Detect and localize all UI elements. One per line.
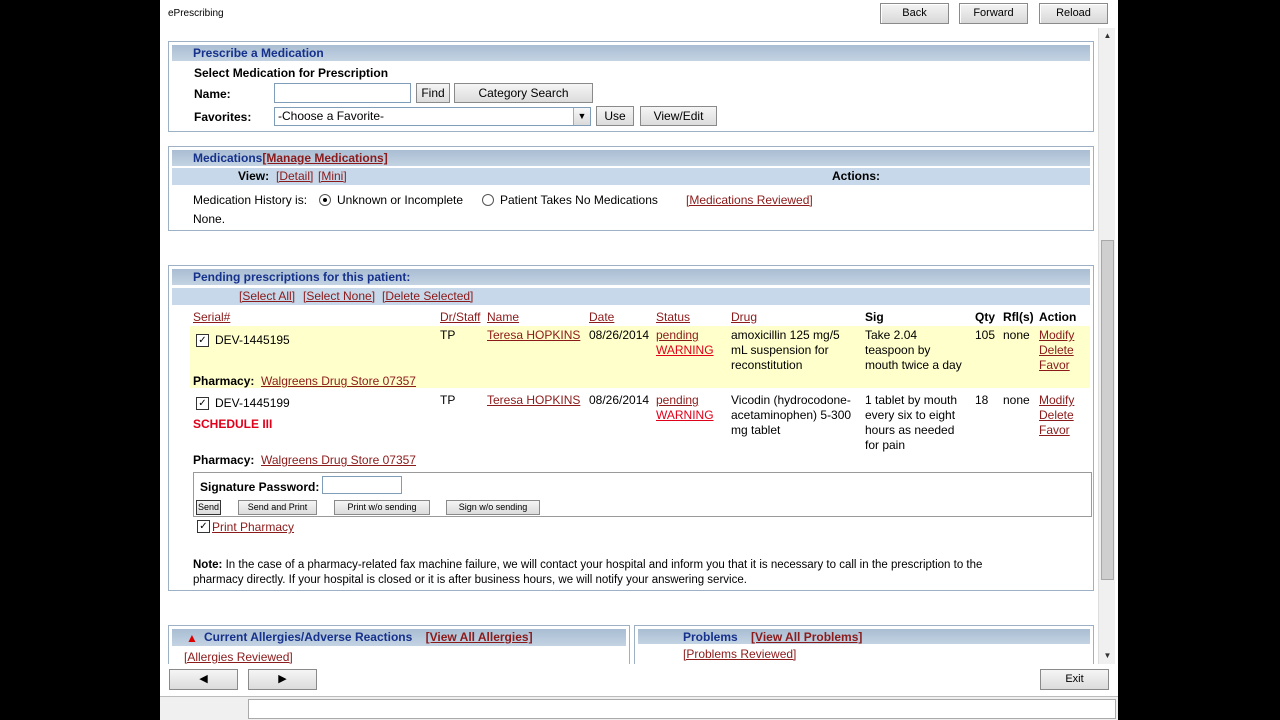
serial-number: DEV-1445195	[215, 333, 290, 347]
problems-reviewed-link[interactable]: [Problems Reviewed]	[683, 647, 797, 661]
category-search-button[interactable]: Category Search	[454, 83, 593, 103]
col-action: Action	[1039, 310, 1077, 324]
previous-button[interactable]: ◀	[169, 669, 238, 690]
col-sig: Sig	[865, 310, 884, 324]
view-edit-button[interactable]: View/Edit	[640, 106, 717, 126]
warning-icon: ▲	[186, 631, 198, 645]
view-all-allergies-link[interactable]: [View All Allergies]	[425, 630, 533, 644]
pharmacy-link[interactable]: Walgreens Drug Store 07357	[261, 453, 416, 467]
detail-view-link[interactable]: [Detail]	[276, 169, 314, 183]
select-medication-title: Select Medication for Prescription	[194, 66, 389, 80]
sig-line-4: for pain	[865, 438, 906, 452]
favorites-select[interactable]	[274, 107, 591, 126]
col-status[interactable]: Status	[656, 310, 691, 324]
refills: none	[1003, 393, 1030, 407]
fax-failure-note	[193, 558, 1083, 588]
reload-button[interactable]: Reload	[1039, 3, 1108, 24]
qty: 105	[975, 328, 996, 342]
forward-button[interactable]: Forward	[959, 3, 1028, 24]
signature-password-label: Signature Password:	[200, 480, 320, 494]
col-dr-staff[interactable]: Dr/Staff	[440, 310, 481, 324]
medications-reviewed-link[interactable]: [Medications Reviewed]	[686, 193, 813, 207]
rx-date: 08/26/2014	[589, 328, 650, 342]
status-pending-link[interactable]: pending	[656, 328, 699, 342]
sig-line-2: teaspoon by	[865, 343, 931, 357]
delete-link[interactable]: Delete	[1039, 408, 1074, 422]
eprescribing-window	[160, 0, 1118, 720]
drug-line-1: amoxicillin 125 mg/5	[731, 328, 840, 342]
pharmacy-label: Pharmacy:	[193, 374, 255, 388]
medications-view-bar	[172, 168, 1090, 185]
favorites-selected-value: -Choose a Favorite-	[278, 109, 385, 123]
favorites-label: Favorites:	[194, 110, 252, 124]
table-row	[190, 390, 1090, 452]
no-medications-radio[interactable]	[482, 194, 494, 206]
pharmacy-link[interactable]: Walgreens Drug Store 07357	[261, 374, 416, 388]
medications-header	[172, 150, 1090, 166]
allergies-reviewed-link[interactable]: [Allergies Reviewed]	[184, 650, 293, 664]
chevron-down-icon[interactable]: ▼	[573, 108, 590, 125]
exit-button[interactable]: Exit	[1040, 669, 1109, 690]
drug-line-1: Vicodin (hydrocodone-	[731, 393, 851, 407]
patient-name-link[interactable]: Teresa HOPKINS	[487, 393, 581, 407]
sig-line-3: hours as needed	[865, 423, 955, 437]
view-all-problems-link[interactable]: [View All Problems]	[751, 630, 863, 644]
print-pharmacy-link[interactable]: Print Pharmacy	[212, 520, 295, 534]
col-qty: Qty	[975, 310, 996, 324]
dr-staff: TP	[440, 393, 456, 407]
note-line-1: In the case of a pharmacy-related fax machine failure, we will contact your hospital and inform you that it is necessary to call in the prescription to the	[222, 559, 983, 571]
allergies-panel	[168, 625, 630, 664]
col-name[interactable]: Name	[487, 310, 520, 324]
print-pharmacy-checkbox[interactable]: ✓	[197, 520, 210, 533]
sig-line-1: 1 tablet by mouth	[865, 393, 958, 407]
drug-line-3: reconstitution	[731, 358, 803, 372]
drug-line-3: mg tablet	[731, 423, 781, 437]
unknown-incomplete-label: Unknown or Incomplete	[337, 193, 464, 207]
sig-line-2: every six to eight	[865, 408, 956, 422]
problems-panel	[634, 625, 1094, 664]
col-rfl: Rfl(s)	[1003, 310, 1034, 324]
app-title: ePrescribing	[168, 8, 224, 19]
favor-link[interactable]: Favor	[1039, 423, 1070, 437]
delete-link[interactable]: Delete	[1039, 343, 1074, 357]
signature-box	[193, 472, 1092, 517]
pharmacy-label: Pharmacy:	[193, 453, 255, 467]
send-and-print-button[interactable]: Send and Print	[238, 500, 317, 515]
mini-view-link[interactable]: [Mini]	[318, 169, 347, 183]
medication-history-label: Medication History is:	[193, 193, 308, 207]
no-medications-label: Patient Takes No Medications	[500, 193, 658, 207]
qty: 18	[975, 393, 989, 407]
pending-prescriptions-panel	[168, 265, 1094, 591]
col-serial[interactable]: Serial#	[193, 310, 231, 324]
scroll-up-icon[interactable]: ▲	[1103, 31, 1112, 40]
print-without-sending-button[interactable]: Print w/o sending	[334, 500, 430, 515]
delete-selected-link[interactable]: [Delete Selected]	[382, 289, 474, 303]
select-none-link[interactable]: [Select None]	[303, 289, 376, 303]
status-field	[248, 699, 1116, 719]
sig-line-3: mouth twice a day	[865, 358, 962, 372]
unknown-incomplete-radio[interactable]	[319, 194, 331, 206]
col-drug[interactable]: Drug	[731, 310, 758, 324]
allergies-title: Current Allergies/Adverse Reactions	[204, 630, 413, 644]
vertical-scrollbar[interactable]	[1098, 28, 1115, 664]
medications-panel	[168, 146, 1094, 231]
medication-name-input[interactable]	[274, 83, 411, 103]
modify-link[interactable]: Modify	[1039, 393, 1075, 407]
content-area	[160, 28, 1100, 664]
refills: none	[1003, 328, 1030, 342]
sign-without-sending-button[interactable]: Sign w/o sending	[446, 500, 540, 515]
patient-name-link[interactable]: Teresa HOPKINS	[487, 328, 581, 342]
next-button[interactable]: ▶	[248, 669, 317, 690]
note-line-2: pharmacy directly. If your hospital is closed or it is after business hours, we will notify your answering service.	[193, 574, 747, 586]
view-label: View:	[238, 169, 270, 183]
note-label: Note:	[193, 559, 223, 571]
serial-number: DEV-1445199	[215, 396, 290, 410]
medications-none-text: None.	[193, 212, 226, 226]
prescribe-panel	[168, 41, 1094, 132]
signature-password-input[interactable]	[322, 476, 402, 494]
manage-medications-link[interactable]: [Manage Medications]	[262, 151, 388, 165]
name-label: Name:	[194, 87, 231, 101]
back-button[interactable]: Back	[880, 3, 949, 24]
row-select-checkbox[interactable]: ✓	[196, 397, 209, 410]
send-button[interactable]: Send	[196, 500, 221, 515]
find-button[interactable]: Find	[416, 83, 450, 103]
pending-select-bar	[172, 288, 1090, 305]
top-bar	[160, 0, 1118, 28]
scroll-down-icon[interactable]: ▼	[1103, 651, 1112, 660]
drug-line-2: acetaminophen) 5-300	[731, 408, 852, 422]
pending-header: Pending prescriptions for this patient:	[172, 269, 1090, 285]
drug-line-2: mL suspension for	[731, 343, 829, 357]
problems-title: Problems	[683, 630, 738, 644]
warning-link[interactable]: WARNING	[656, 343, 714, 357]
sig-line-1: Take 2.04	[865, 328, 918, 342]
col-date[interactable]: Date	[589, 310, 615, 324]
status-pending-link[interactable]: pending	[656, 393, 699, 407]
select-all-link[interactable]: [Select All]	[239, 289, 296, 303]
status-bar	[160, 696, 1118, 720]
row-select-checkbox[interactable]: ✓	[196, 334, 209, 347]
medications-title: Medications	[193, 151, 263, 165]
dr-staff: TP	[440, 328, 456, 342]
problems-header	[638, 629, 1090, 644]
modify-link[interactable]: Modify	[1039, 328, 1075, 342]
warning-link[interactable]: WARNING	[656, 408, 714, 422]
favor-link[interactable]: Favor	[1039, 358, 1070, 372]
scrollbar-thumb[interactable]	[1101, 240, 1114, 580]
allergies-header	[172, 629, 626, 646]
use-button[interactable]: Use	[596, 106, 634, 126]
bottom-bar	[160, 664, 1118, 696]
schedule-badge: SCHEDULE III	[193, 417, 273, 431]
rx-date: 08/26/2014	[589, 393, 650, 407]
prescribe-header: Prescribe a Medication	[172, 45, 1090, 61]
actions-label: Actions:	[832, 169, 880, 183]
